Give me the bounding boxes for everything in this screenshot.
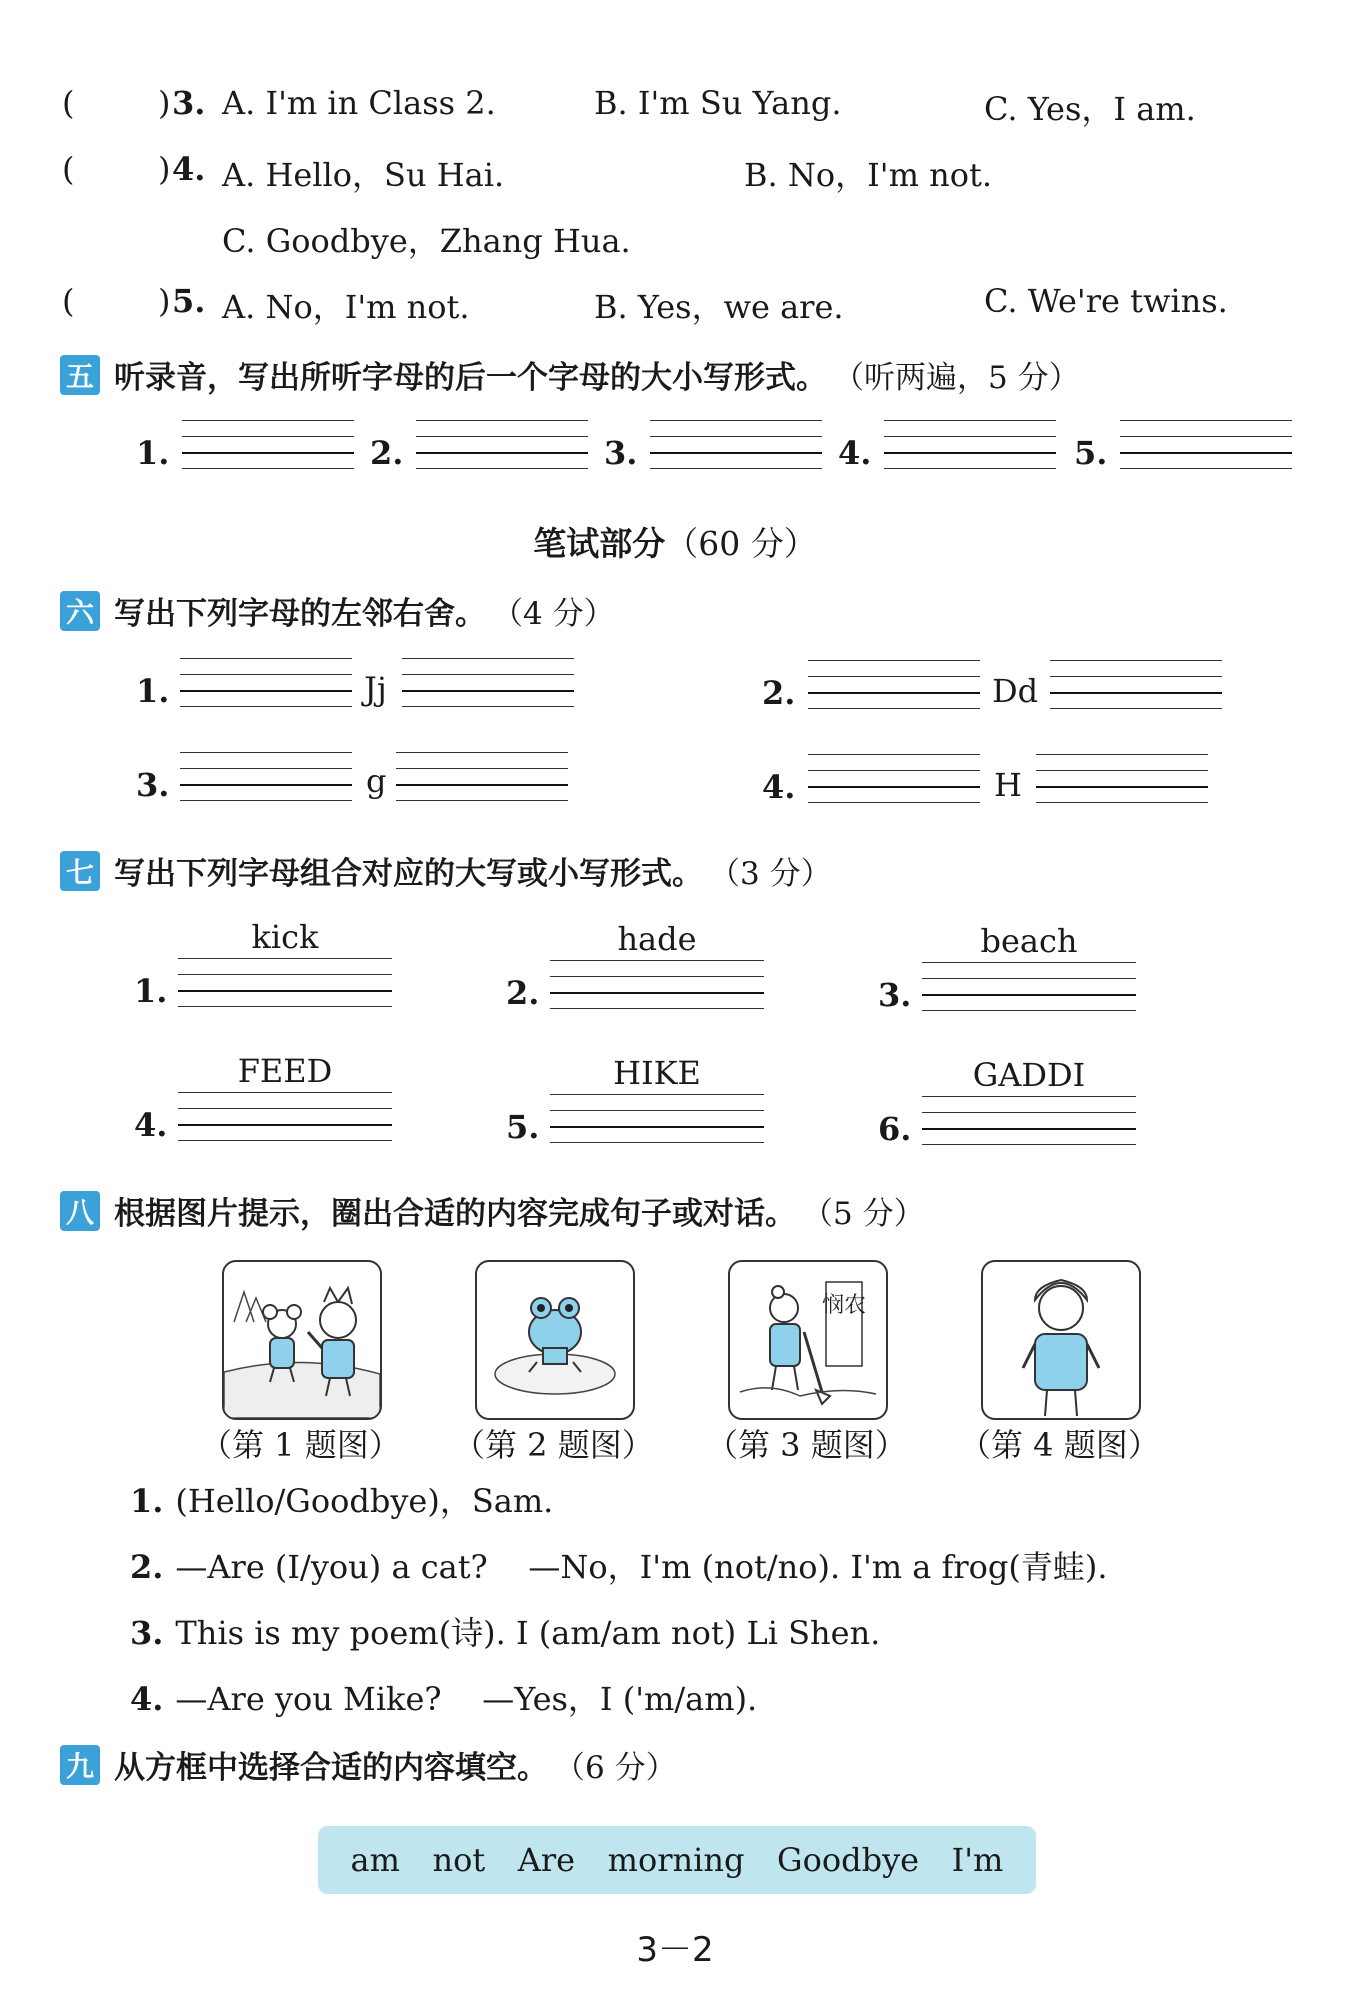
- section-badge: 五: [60, 355, 100, 395]
- word-bank-item: Are: [517, 1841, 576, 1879]
- written-part-title: 笔试部分（60 分）: [533, 524, 817, 563]
- option-b: B. Yes，we are.: [594, 288, 844, 326]
- writing-lines[interactable]: [922, 1096, 1136, 1144]
- answer-paren-open[interactable]: (: [62, 84, 75, 122]
- item-number: 4.: [134, 1106, 168, 1144]
- sentence-text[interactable]: (Hello/Goodbye)，Sam.: [175, 1482, 554, 1520]
- sentence-3: 3. This is my poem(诗). I (am/am not) Li Shen.: [130, 1614, 881, 1652]
- section-title: 从方框中选择合适的内容填空。: [114, 1750, 548, 1786]
- item-number: 5.: [1074, 434, 1108, 472]
- answer-paren-open[interactable]: (: [62, 282, 75, 320]
- item-number: 2.: [506, 974, 540, 1012]
- given-letter: g: [366, 762, 387, 800]
- answer-paren-close: ): [158, 282, 171, 320]
- picture-2-frog: [475, 1260, 635, 1420]
- picture-caption: （第 2 题图）: [453, 1426, 654, 1464]
- option-a: A. No，I'm not.: [222, 288, 470, 326]
- page-number: 3－2: [636, 1930, 714, 1970]
- section-5-heading: [60, 352, 1080, 397]
- answer-paren-close: ): [158, 84, 171, 122]
- section-badge: 七: [60, 851, 100, 891]
- writing-lines-left[interactable]: [808, 660, 980, 708]
- option-b: B. No，I'm not.: [744, 156, 992, 194]
- word-bank-item: not: [432, 1841, 486, 1879]
- item-number: 3.: [604, 434, 638, 472]
- boy-illustration: [983, 1262, 1139, 1418]
- item-number: 1.: [136, 672, 170, 710]
- word-bank-item: I'm: [951, 1841, 1004, 1879]
- writing-lines-right[interactable]: [1050, 660, 1222, 708]
- section-6-heading: [60, 588, 615, 633]
- sentence-4: 4. —Are you Mike? —Yes，I ('m/am).: [130, 1680, 758, 1718]
- picture-caption: （第 4 题图）: [959, 1426, 1160, 1464]
- option-c: C. Yes，I am.: [984, 90, 1196, 128]
- question-number: 3.: [172, 84, 206, 122]
- item-number: 3.: [878, 976, 912, 1014]
- writing-lines[interactable]: [884, 420, 1056, 468]
- writing-lines-right[interactable]: [396, 752, 568, 800]
- word-bank: [318, 1826, 1036, 1894]
- section-title: 写出下列字母的左邻右舍。: [114, 596, 486, 632]
- section-score: （5 分）: [802, 1196, 925, 1232]
- picture-3-li-shen: [728, 1260, 888, 1420]
- given-letter: Jj: [364, 670, 387, 708]
- section-badge: 六: [60, 591, 100, 631]
- writing-lines[interactable]: [922, 962, 1136, 1010]
- writing-lines[interactable]: [550, 1094, 764, 1142]
- item-number: 2.: [762, 674, 796, 712]
- given-word: hade: [617, 920, 697, 958]
- section-9-heading: [60, 1742, 677, 1787]
- given-word: HIKE: [613, 1054, 701, 1092]
- writing-lines[interactable]: [550, 960, 764, 1008]
- item-number: 1.: [136, 434, 170, 472]
- option-a: A. Hello，Su Hai.: [222, 156, 505, 194]
- given-word: kick: [251, 918, 319, 956]
- sentence-1: 1. (Hello/Goodbye)，Sam.: [130, 1482, 554, 1520]
- question-number: 5.: [172, 282, 206, 320]
- writing-lines[interactable]: [182, 420, 354, 468]
- writing-lines-right[interactable]: [1036, 754, 1208, 802]
- sentence-text[interactable]: —Are you Mike? —Yes，I ('m/am).: [175, 1680, 758, 1718]
- section-title: 听录音，写出所听字母的后一个字母的大小写形式。: [114, 360, 827, 396]
- writing-lines[interactable]: [178, 958, 392, 1006]
- writing-lines-right[interactable]: [402, 658, 574, 706]
- writing-lines[interactable]: [416, 420, 588, 468]
- given-word: beach: [980, 922, 1078, 960]
- writing-lines[interactable]: [178, 1092, 392, 1140]
- sentence-text[interactable]: This is my poem(诗). I (am/am not) Li Shen.: [175, 1614, 881, 1652]
- section-badge: 九: [60, 1745, 100, 1785]
- section-8-heading: [60, 1188, 925, 1233]
- word-bank-item: am: [350, 1841, 400, 1879]
- item-number: 5.: [506, 1108, 540, 1146]
- poem-title-text: 悯农: [821, 1293, 867, 1318]
- picture-caption: （第 1 题图）: [200, 1426, 401, 1464]
- picture-4-mike: [981, 1260, 1141, 1420]
- section-score: （6 分）: [554, 1750, 677, 1786]
- option-c: C. We're twins.: [984, 282, 1228, 320]
- frog-illustration: [477, 1262, 633, 1418]
- writing-lines-left[interactable]: [180, 752, 352, 800]
- mouse-and-cat-illustration: [224, 1262, 380, 1418]
- section-score: （听两遍，5 分）: [833, 360, 1080, 396]
- section-score: （3 分）: [709, 856, 832, 892]
- writing-lines-left[interactable]: [808, 754, 980, 802]
- given-letter: H: [994, 766, 1022, 804]
- item-number: 3.: [136, 766, 170, 804]
- writing-lines[interactable]: [1120, 420, 1292, 468]
- section-title: 写出下列字母组合对应的大写或小写形式。: [114, 856, 703, 892]
- sentence-2: 2. —Are (I/you) a cat? —No，I'm (not/no). I'm a frog(青蛙).: [130, 1548, 1108, 1586]
- option-a: A. I'm in Class 2.: [222, 84, 496, 122]
- answer-paren-close: ): [158, 150, 171, 188]
- option-c: C. Goodbye，Zhang Hua.: [222, 222, 631, 260]
- answer-paren-open[interactable]: (: [62, 150, 75, 188]
- writing-lines[interactable]: [650, 420, 822, 468]
- section-score: （4 分）: [492, 596, 615, 632]
- sentence-text[interactable]: —Are (I/you) a cat? —No，I'm (not/no). I'm a frog(青蛙).: [175, 1548, 1108, 1586]
- section-badge: 八: [60, 1191, 100, 1231]
- item-number: 2.: [370, 434, 404, 472]
- section-7-heading: [60, 848, 832, 893]
- word-bank-item: Goodbye: [777, 1841, 920, 1879]
- given-word: FEED: [237, 1052, 333, 1090]
- item-number: 6.: [878, 1110, 912, 1148]
- item-number: 4.: [838, 434, 872, 472]
- picture-1-sam-and-cat: [222, 1260, 382, 1420]
- picture-caption: （第 3 题图）: [706, 1426, 907, 1464]
- given-word: GADDI: [972, 1056, 1086, 1094]
- item-number: 1.: [134, 972, 168, 1010]
- poet-illustration: [730, 1262, 886, 1418]
- question-number: 4.: [172, 150, 206, 188]
- writing-lines-left[interactable]: [180, 658, 352, 706]
- option-b: B. I'm Su Yang.: [594, 84, 842, 122]
- given-letter: Dd: [992, 672, 1039, 710]
- section-title: 根据图片提示，圈出合适的内容完成句子或对话。: [114, 1196, 796, 1232]
- item-number: 4.: [762, 768, 796, 806]
- word-bank-item: morning: [607, 1841, 745, 1879]
